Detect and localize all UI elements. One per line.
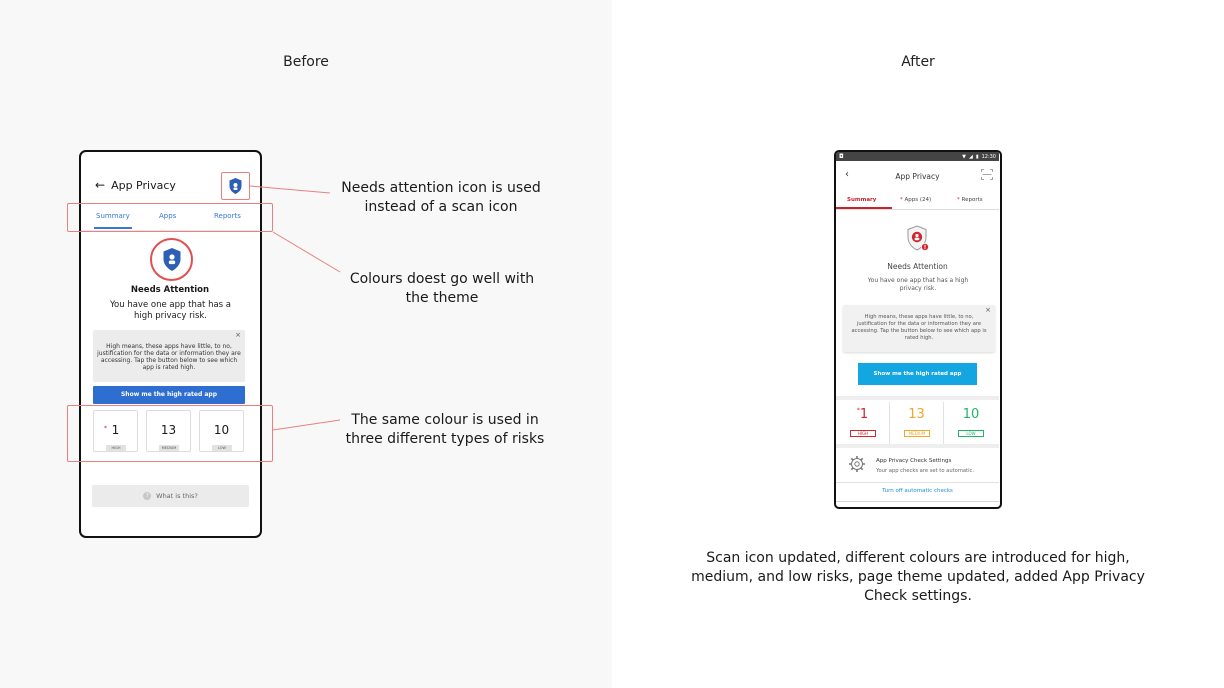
section-separator [836,444,999,448]
after-phone [834,150,1002,509]
info-text: High means, these apps have little, to no, justification for the data or information they are accessing. Tap the button below to see which app is rated high. [97,343,241,371]
after-caption: Scan icon updated, different colours are introduced for high, medium, and low risks, page theme updated, added App Privacy Check settings. [691,550,1145,604]
gear-icon [848,455,866,473]
highlight-icon [221,172,250,200]
tab-apps[interactable] [900,197,931,203]
risk-label: LOW [212,445,232,451]
alert-marker: * [900,197,903,203]
back-arrow-icon[interactable]: ← [95,178,106,192]
status-bar [836,152,999,161]
alert-marker: * [856,407,860,414]
status-indicators [962,154,996,160]
tab-label: Summary [847,197,877,203]
status-description: You have one app that has a high privacy risk. [867,277,969,292]
what-is-this-label: What is this? [156,492,198,500]
highlight-risks [67,405,273,462]
turn-off-checks-link[interactable]: Turn off automatic checks [882,488,953,494]
battery-icon: ▮ [975,153,979,160]
scan-icon[interactable] [981,169,993,180]
annotation-colours: Colours doest go well with the theme [349,271,535,306]
settings-divider [836,482,999,483]
settings-subtitle: Your app checks are set to automatic. [876,468,975,474]
risk-label: MEDIUM [904,430,930,437]
risk-value: 13 [160,423,177,437]
what-is-this-button[interactable] [92,485,249,507]
tab-reports[interactable] [957,197,983,203]
risk-value: 10 [962,407,980,422]
before-page-title: App Privacy [111,178,176,192]
risk-value: 10 [213,423,230,437]
risk-value [836,407,889,422]
show-high-rated-button[interactable]: Show me the high rated app [93,386,245,404]
risk-label: HIGH [106,445,126,451]
back-chevron-icon[interactable]: ‹ [845,169,849,180]
after-page-title: App Privacy [895,172,940,181]
tab-label: Reports [961,197,983,203]
risk-label: MEDIUM [159,445,179,451]
annotation-same-colour: The same colour is used in three different types of risks [345,412,545,447]
alert-marker: * [957,197,960,203]
tab-summary[interactable]: Summary [96,212,130,220]
app-badge-icon: ◘ [839,153,844,160]
after-tabs [836,194,999,209]
question-icon: ? [143,492,151,500]
risk-label: HIGH [850,430,876,437]
status-title: Needs Attention [887,262,948,271]
bottom-divider [836,501,999,502]
risk-value: 1 [111,423,120,437]
status-description: You have one app that has a high privacy risk. [109,300,232,321]
tab-summary[interactable] [847,197,876,203]
after-heading: After [901,54,935,70]
status-title: Needs Attention [130,285,210,295]
status-time: 12:30 [981,153,996,160]
tabs-divider [836,209,999,210]
close-icon[interactable]: × [235,331,241,339]
before-heading: Before [283,54,329,70]
risk-card-low[interactable] [944,402,998,444]
info-text: High means, these apps have little, to no, justification for the data or information they are accessing. Tap the button below to see which app is rated high. [851,314,987,341]
settings-title: App Privacy Check Settings [876,458,952,464]
risk-label: LOW [958,430,984,437]
annotation-needs-attention: Needs attention icon is used instead of a scan icon [341,180,541,215]
risk-number: 1 [859,407,869,422]
show-high-rated-button[interactable]: Show me the high rated app [858,363,977,385]
status-icon-ring [150,238,193,281]
tab-reports[interactable]: Reports [214,212,241,220]
section-separator [836,396,999,400]
risk-card-high[interactable] [836,402,890,444]
shield-warning-icon [906,225,930,253]
alert-marker: * [104,425,107,432]
info-card [93,330,245,382]
close-icon[interactable]: × [985,306,991,314]
risk-value: 13 [908,407,925,422]
tab-label: Apps (24) [904,197,932,203]
signal-icon: ◢ [968,153,973,160]
shield-user-icon [162,247,182,272]
tab-apps[interactable]: Apps [159,212,177,220]
highlight-tabs [67,203,273,232]
info-card [843,305,995,352]
before-header [95,178,176,192]
wifi-icon: ▼ [962,153,966,160]
risk-card-medium[interactable] [890,402,944,444]
